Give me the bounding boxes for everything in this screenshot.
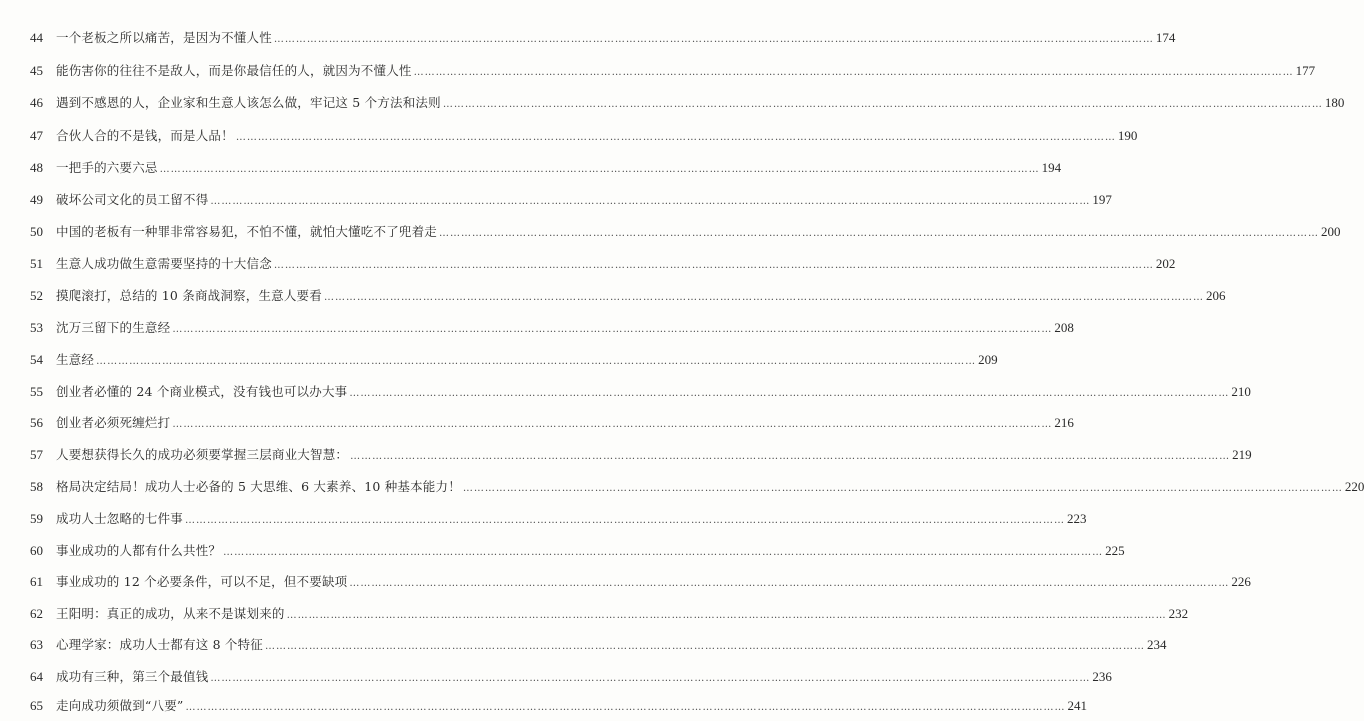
dot-leader: [439, 223, 1319, 245]
entry-number: 51: [30, 256, 43, 271]
entry-page-number: 208: [1054, 320, 1074, 335]
toc-entry[interactable]: [30, 381, 1251, 403]
entry-number: 61: [30, 574, 43, 589]
entry-page-number: 180: [1324, 95, 1345, 110]
entry-number: 45: [30, 63, 43, 78]
entry-page-number: 216: [1054, 415, 1074, 430]
dot-leader: [172, 319, 1052, 341]
toc-entry[interactable]: [30, 349, 998, 371]
entry-page-number: 200: [1321, 224, 1341, 239]
toc-entry[interactable]: [30, 253, 1176, 275]
toc-entry[interactable]: [30, 285, 1226, 307]
dot-leader: [349, 573, 1229, 595]
entry-title: 破坏公司文化的员工留不得: [56, 192, 209, 207]
dot-leader: [324, 287, 1204, 309]
entry-number: 60: [30, 543, 43, 558]
dot-leader: [443, 94, 1323, 116]
entry-page-number: 174: [1155, 30, 1176, 45]
entry-page-number: 210: [1231, 384, 1251, 399]
entry-page-number: 206: [1205, 288, 1226, 303]
dot-leader: [172, 414, 1052, 436]
toc-entry[interactable]: [30, 317, 1074, 339]
dot-leader: [349, 383, 1229, 405]
entry-number: 56: [30, 415, 43, 430]
entry-number: 63: [30, 637, 43, 652]
dot-leader: [274, 29, 1154, 51]
toc-entry[interactable]: [30, 634, 1167, 656]
entry-number: 50: [30, 224, 43, 239]
toc-entry[interactable]: [30, 571, 1251, 593]
entry-number: 55: [30, 384, 43, 399]
toc-entry[interactable]: [30, 221, 1341, 243]
entry-page-number: 209: [978, 352, 998, 367]
entry-title: 一把手的六要六忌: [56, 160, 158, 175]
dot-leader: [96, 351, 976, 373]
entry-page-number: 236: [1092, 669, 1112, 684]
entry-page-number: 177: [1295, 63, 1316, 78]
entry-number: 59: [30, 511, 43, 526]
entry-title: 格局决定结局！成功人士必备的 5 大思维、6 大素养、10 种基本能力！: [56, 479, 461, 494]
entry-title: 成功人士忽略的七件事: [56, 511, 184, 526]
entry-number: 53: [30, 320, 43, 335]
dot-leader: [287, 605, 1167, 627]
dot-leader: [265, 636, 1145, 658]
entry-number: 65: [30, 698, 43, 713]
entry-number: 47: [30, 128, 43, 143]
dot-leader: [274, 255, 1154, 277]
entry-title: 中国的老板有一种罪非常容易犯，不怕不懂，就怕大懂吃不了兜着走: [56, 224, 438, 239]
entry-title: 事业成功的人都有什么共性？: [56, 543, 222, 558]
entry-title: 王阳明：真正的成功，从来不是谋划来的: [56, 606, 285, 621]
entry-title: 创业者必须死缠烂打: [56, 415, 171, 430]
entry-number: 58: [30, 479, 43, 494]
entry-title: 心理学家：成功人士都有这 8 个特征: [56, 637, 264, 652]
toc-entry[interactable]: [30, 27, 1176, 49]
toc-entry[interactable]: [30, 157, 1062, 179]
entry-title: 一个老板之所以痛苦，是因为不懂人性: [56, 30, 272, 45]
entry-page-number: 197: [1092, 192, 1112, 207]
dot-leader: [414, 62, 1294, 84]
entry-title: 创业者必懂的 24 个商业模式，没有钱也可以办大事: [56, 384, 348, 399]
entry-title: 摸爬滚打，总结的 10 条商战洞察，生意人要看: [56, 288, 322, 303]
toc-entry[interactable]: [30, 60, 1316, 82]
dot-leader: [185, 510, 1065, 532]
dot-leader: [185, 697, 1065, 719]
toc-entry[interactable]: [30, 189, 1112, 211]
toc-entry[interactable]: [30, 540, 1125, 562]
entry-page-number: 241: [1067, 698, 1087, 713]
entry-title: 沈万三留下的生意经: [56, 320, 171, 335]
dot-leader: [463, 478, 1343, 500]
entry-page-number: 194: [1041, 160, 1062, 175]
entry-page-number: 190: [1117, 128, 1138, 143]
entry-title: 能伤害你的往往不是敌人，而是你最信任的人，就因为不懂人性: [56, 63, 412, 78]
entry-title: 遇到不感恩的人，企业家和生意人该怎么做，牢记这 5 个方法和法则: [56, 95, 441, 110]
toc-entry[interactable]: [30, 412, 1074, 434]
entry-page-number: 220: [1344, 479, 1364, 494]
entry-title: 合伙人合的不是钱，而是人品！: [56, 128, 234, 143]
dot-leader: [210, 191, 1090, 213]
entry-number: 64: [30, 669, 43, 684]
toc-entry[interactable]: [30, 508, 1087, 530]
dot-leader: [223, 542, 1103, 564]
entry-number: 48: [30, 160, 43, 175]
entry-title: 成功有三种，第三个最值钱: [56, 669, 209, 684]
entry-page-number: 234: [1147, 637, 1167, 652]
entry-title: 人要想获得长久的成功必须要掌握三层商业大智慧：: [56, 447, 349, 462]
entry-number: 46: [30, 95, 43, 110]
toc-entry[interactable]: [30, 92, 1345, 114]
entry-number: 54: [30, 352, 43, 367]
entry-number: 52: [30, 288, 43, 303]
entry-title: 走向成功须做到“八要”: [56, 698, 184, 713]
dot-leader: [160, 159, 1040, 181]
toc-entry[interactable]: [30, 125, 1138, 147]
entry-page-number: 226: [1231, 574, 1251, 589]
toc-entry[interactable]: [30, 603, 1189, 625]
toc-entry[interactable]: [30, 444, 1252, 466]
toc-entry[interactable]: [30, 476, 1364, 498]
dot-leader: [350, 446, 1230, 468]
toc-entry[interactable]: [30, 695, 1087, 717]
entry-page-number: 202: [1155, 256, 1176, 271]
entry-number: 44: [30, 30, 43, 45]
entry-page-number: 232: [1168, 606, 1189, 621]
entry-number: 62: [30, 606, 43, 621]
dot-leader: [210, 668, 1090, 690]
entry-page-number: 219: [1232, 447, 1252, 462]
entry-title: 生意人成功做生意需要坚持的十大信念: [56, 256, 272, 271]
entry-title: 事业成功的 12 个必要条件，可以不足，但不要缺项: [56, 574, 348, 589]
entry-number: 49: [30, 192, 43, 207]
entry-number: 57: [30, 447, 43, 462]
entry-title: 生意经: [56, 352, 95, 367]
entry-page-number: 225: [1105, 543, 1125, 558]
toc-entry[interactable]: [30, 666, 1112, 688]
entry-page-number: 223: [1067, 511, 1087, 526]
dot-leader: [236, 127, 1116, 149]
